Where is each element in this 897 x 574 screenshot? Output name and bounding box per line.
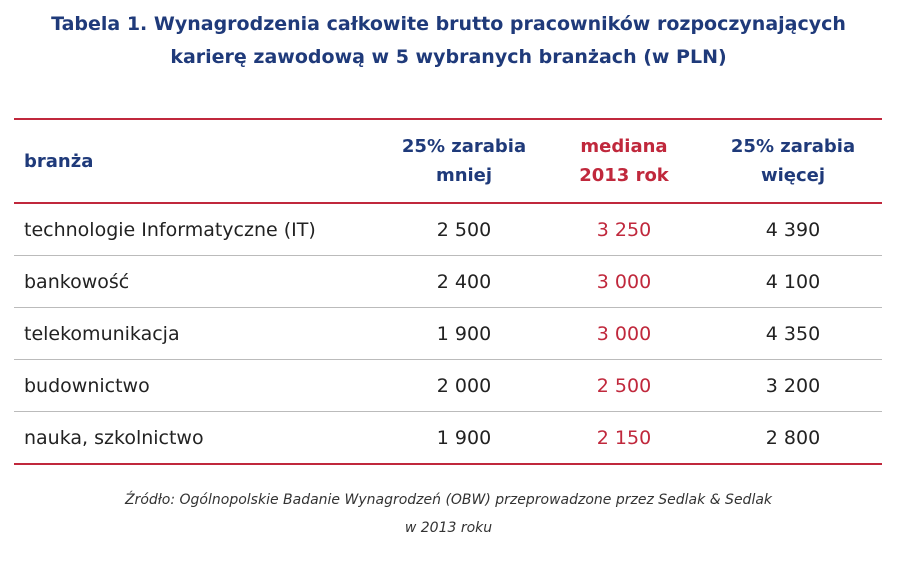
cell-median: 2 150 bbox=[596, 426, 652, 449]
table-row bbox=[14, 412, 882, 465]
source-note-line-1: Źródło: Ogólnopolskie Badanie Wynagrodzeń (OBW) przeprowadzone przez Sedlak & Sedlak bbox=[124, 492, 773, 508]
cell-q75: 3 200 bbox=[765, 374, 821, 397]
cell-q25: 2 400 bbox=[436, 270, 492, 293]
table-row bbox=[14, 203, 882, 256]
cell-q75: 4 390 bbox=[765, 218, 821, 241]
cell-q25: 1 900 bbox=[436, 426, 492, 449]
table-title-line-2: karierę zawodową w 5 wybranych branżach (w PLN) bbox=[170, 46, 727, 68]
salary-table bbox=[14, 118, 882, 465]
cell-q75: 4 350 bbox=[765, 322, 821, 345]
source-note bbox=[0, 486, 897, 542]
cell-median: 3 000 bbox=[596, 270, 652, 293]
table-row bbox=[14, 360, 882, 412]
header-q25: 25% zarabia mniej bbox=[401, 136, 527, 186]
cell-branza: nauka, szkolnictwo bbox=[24, 426, 204, 449]
header-branza: branża bbox=[24, 150, 94, 172]
table-title bbox=[0, 8, 897, 74]
cell-branza: bankowość bbox=[24, 270, 130, 293]
cell-median: 3 000 bbox=[596, 322, 652, 345]
cell-q75: 4 100 bbox=[765, 270, 821, 293]
cell-median: 3 250 bbox=[596, 218, 652, 241]
cell-branza: telekomunikacja bbox=[24, 322, 180, 345]
table-header-row bbox=[14, 119, 882, 203]
cell-median: 2 500 bbox=[596, 374, 652, 397]
cell-branza: technologie Informatyczne (IT) bbox=[24, 218, 316, 241]
header-median: mediana 2013 rok bbox=[579, 136, 669, 186]
table-row bbox=[14, 256, 882, 308]
table-title-line-1: Tabela 1. Wynagrodzenia całkowite brutto pracowników rozpoczynających bbox=[51, 13, 846, 35]
cell-branza: budownictwo bbox=[24, 374, 150, 397]
cell-q25: 2 000 bbox=[436, 374, 492, 397]
table-row bbox=[14, 308, 882, 360]
cell-q25: 2 500 bbox=[436, 218, 492, 241]
source-note-line-2: w 2013 roku bbox=[404, 520, 493, 536]
cell-q75: 2 800 bbox=[765, 426, 821, 449]
header-q75: 25% zarabia więcej bbox=[730, 136, 856, 186]
cell-q25: 1 900 bbox=[436, 322, 492, 345]
